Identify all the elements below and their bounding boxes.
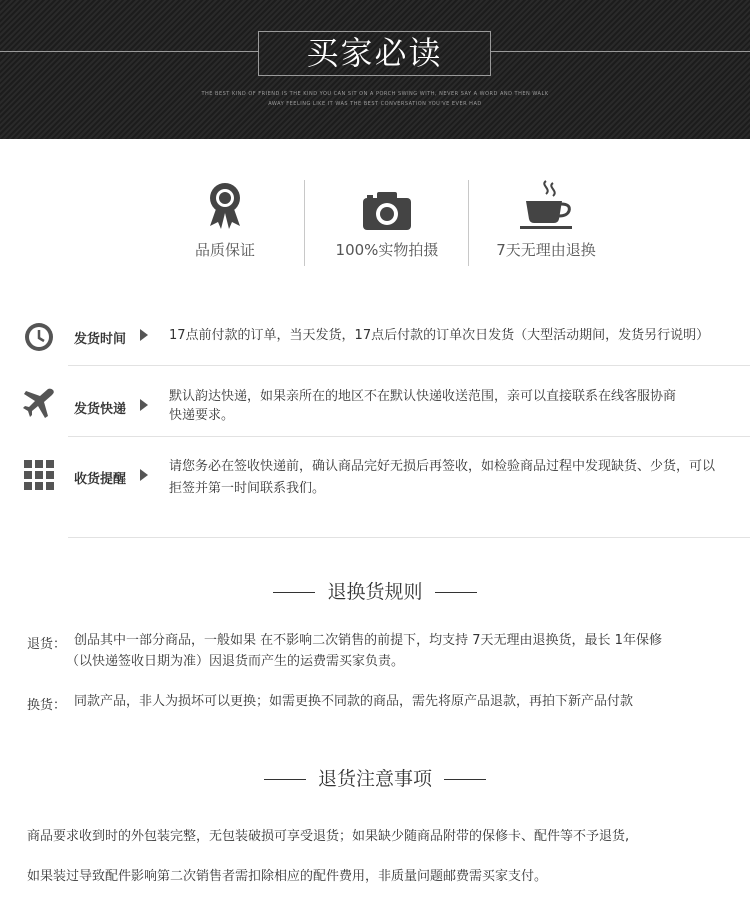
row-text-shipping-time: 17点前付款的订单，当天发货，17点后付款的订单次日发货（大型活动期间，发货另行说明） <box>169 328 710 343</box>
title-dash <box>444 779 486 780</box>
refund-text-line1: 创品其中一部分商品，一般如果 在不影响二次销售的前提下，均支持 7天无理由退换货，最长 1年保修 <box>74 633 662 648</box>
row-label-courier: 发货快递 <box>74 402 127 417</box>
row-arrow <box>140 399 148 411</box>
title-dash <box>273 592 315 593</box>
banner-line-right <box>491 51 750 52</box>
row-arrow <box>140 329 148 341</box>
exchange-label: 换货： <box>27 698 67 713</box>
airplane-icon <box>22 388 56 424</box>
return-note-line1: 商品要求收到时的外包装完整，无包装破损可享受退货；如果缺少随商品附带的保修卡、配件等不予退货, <box>27 829 630 844</box>
row-label-shipping-time: 发货时间 <box>74 332 127 347</box>
banner-line-left <box>0 51 258 52</box>
refund-label: 退货： <box>27 637 67 652</box>
section-title-return-notes <box>0 764 750 791</box>
banner-subtitle-line2: AWAY FEELING LIKE IT WAS THE BEST CONVERSATION YOU'VE EVER HAD <box>268 101 482 107</box>
return-note-line2: 如果装过导致配件影响第二次销售者需扣除相应的配件费用，非质量问题邮费需买家支付。 <box>27 869 548 884</box>
feature-photo <box>307 181 467 259</box>
title-dash <box>435 592 477 593</box>
banner-title: 买家必读 <box>306 34 443 72</box>
camera-icon <box>307 189 467 233</box>
feature-photo-label: 100%实物拍摄 <box>335 241 439 259</box>
feature-return <box>466 181 626 259</box>
refund-text-line2: （以快递签收日期为准）因退货而产生的运费需买家负责。 <box>66 654 405 669</box>
row-text-receipt-line1: 请您务必在签收快递前，确认商品完好无损后再签收，如检验商品过程中发现缺货、少货，可以 <box>169 459 716 474</box>
row-divider <box>68 436 750 437</box>
clock-icon <box>24 322 54 356</box>
row-text-courier-line2: 快递要求。 <box>169 408 235 423</box>
feature-return-label: 7天无理由退换 <box>496 241 596 259</box>
feature-divider <box>304 180 305 266</box>
header-banner <box>0 0 750 139</box>
coffee-cup-icon <box>466 179 626 231</box>
banner-subtitle-line1: THE BEST KIND OF FRIEND IS THE KIND YOU CAN SIT ON A PORCH SWING WITH, NEVER SAY A WORD AND THEN WALK <box>201 91 549 97</box>
feature-quality <box>145 181 305 259</box>
row-text-courier-line1: 默认韵达快递，如果亲所在的地区不在默认快递收送范围，亲可以直接联系在线客服协商 <box>169 389 677 404</box>
award-ribbon-icon <box>145 181 305 231</box>
title-dash <box>264 779 306 780</box>
section-title-text: 退货注意事项 <box>317 768 432 790</box>
feature-quality-label: 品质保证 <box>194 241 255 259</box>
row-divider <box>68 365 750 366</box>
row-arrow <box>140 469 148 481</box>
section-title-return-rules <box>0 577 750 604</box>
exchange-text: 同款产品，非人为损坏可以更换；如需更换不同款的商品，需先将原产品退款，再拍下新产品付款 <box>74 694 634 709</box>
section-title-text: 退换货规则 <box>327 581 423 603</box>
row-text-receipt-line2: 拒签并第一时间联系我们。 <box>169 481 326 496</box>
row-divider <box>68 537 750 538</box>
grid-icon <box>24 460 54 494</box>
row-label-receipt: 收货提醒 <box>74 472 127 487</box>
